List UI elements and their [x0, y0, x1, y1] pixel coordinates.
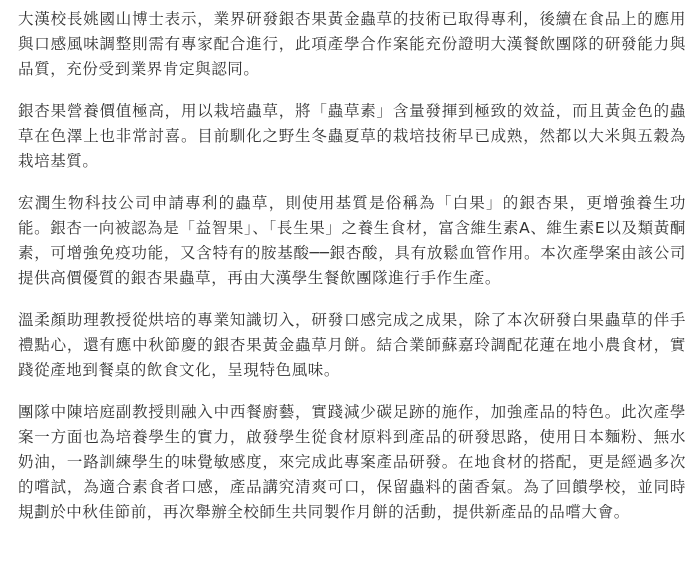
paragraph-baking-research: 溫柔顏助理教授從烘培的專業知識切入，研發口感完成之成果，除了本次研發白果蟲草的伴手禮點心，還有應中秋節慶的銀杏果黃金蟲草月餅。結合業師蘇嘉玲調配花蓮在地小農食材，實踐從產地到餐桌的飲食文化，呈現特色風味。 — [18, 311, 686, 379]
paragraph-company-patent: 宏潤生物科技公司申請專利的蟲草，則使用基質是俗稱為「白果」的銀杏果，更增強養生功能。銀杏一向被認為是「益智果」、「長生果」之養生食材，富含維生素A、維生素E以及類黃酮素，可增強免疫功能，又含特有的胺基酸──銀杏酸，具有放鬆血管作用。本次產學案由該公司提供高價優質的銀杏果蟲草，再由大漢學生餐飲團隊進行手作生產。 — [18, 194, 686, 287]
paragraph-ginkgo-nutrition: 銀杏果營養價值極高，用以栽培蟲草，將「蟲草素」含量發揮到極致的效益，而且黃金色的蟲草在色澤上也非常討喜。目前馴化之野生冬蟲夏草的栽培技術早已成熟，然都以大米與五穀為栽培基質。 — [18, 102, 686, 170]
paragraph-principal-statement: 大漢校長姚國山博士表示，業界研發銀杏果黃金蟲草的技術已取得專利，後續在食品上的應用與口感風味調整則需有專家配合進行，此項產學合作案能充份證明大漢餐飲團隊的研發能力與品質，充份受到業界肯定與認同。 — [18, 10, 686, 78]
paragraph-team-cooking: 團隊中陳培庭副教授則融入中西餐廚藝，實踐減少碳足跡的施作，加強產品的特色。此次產學案一方面也為培養學生的實力，啟發學生從食材原料到產品的研發思路，使用日本麵粉、無水奶油，一路訓練學生的味覺敏感度，來完成此專案產品研發。在地食材的搭配，更是經過多次的嚐試，為適合素食者口感，產品講究清爽可口，保留蟲料的菌香氣。為了回饋學校，並同時規劃於中秋佳節前，再次舉辦全校師生共同製作月餅的活動，提供新產品的品嚐大會。 — [18, 403, 686, 521]
